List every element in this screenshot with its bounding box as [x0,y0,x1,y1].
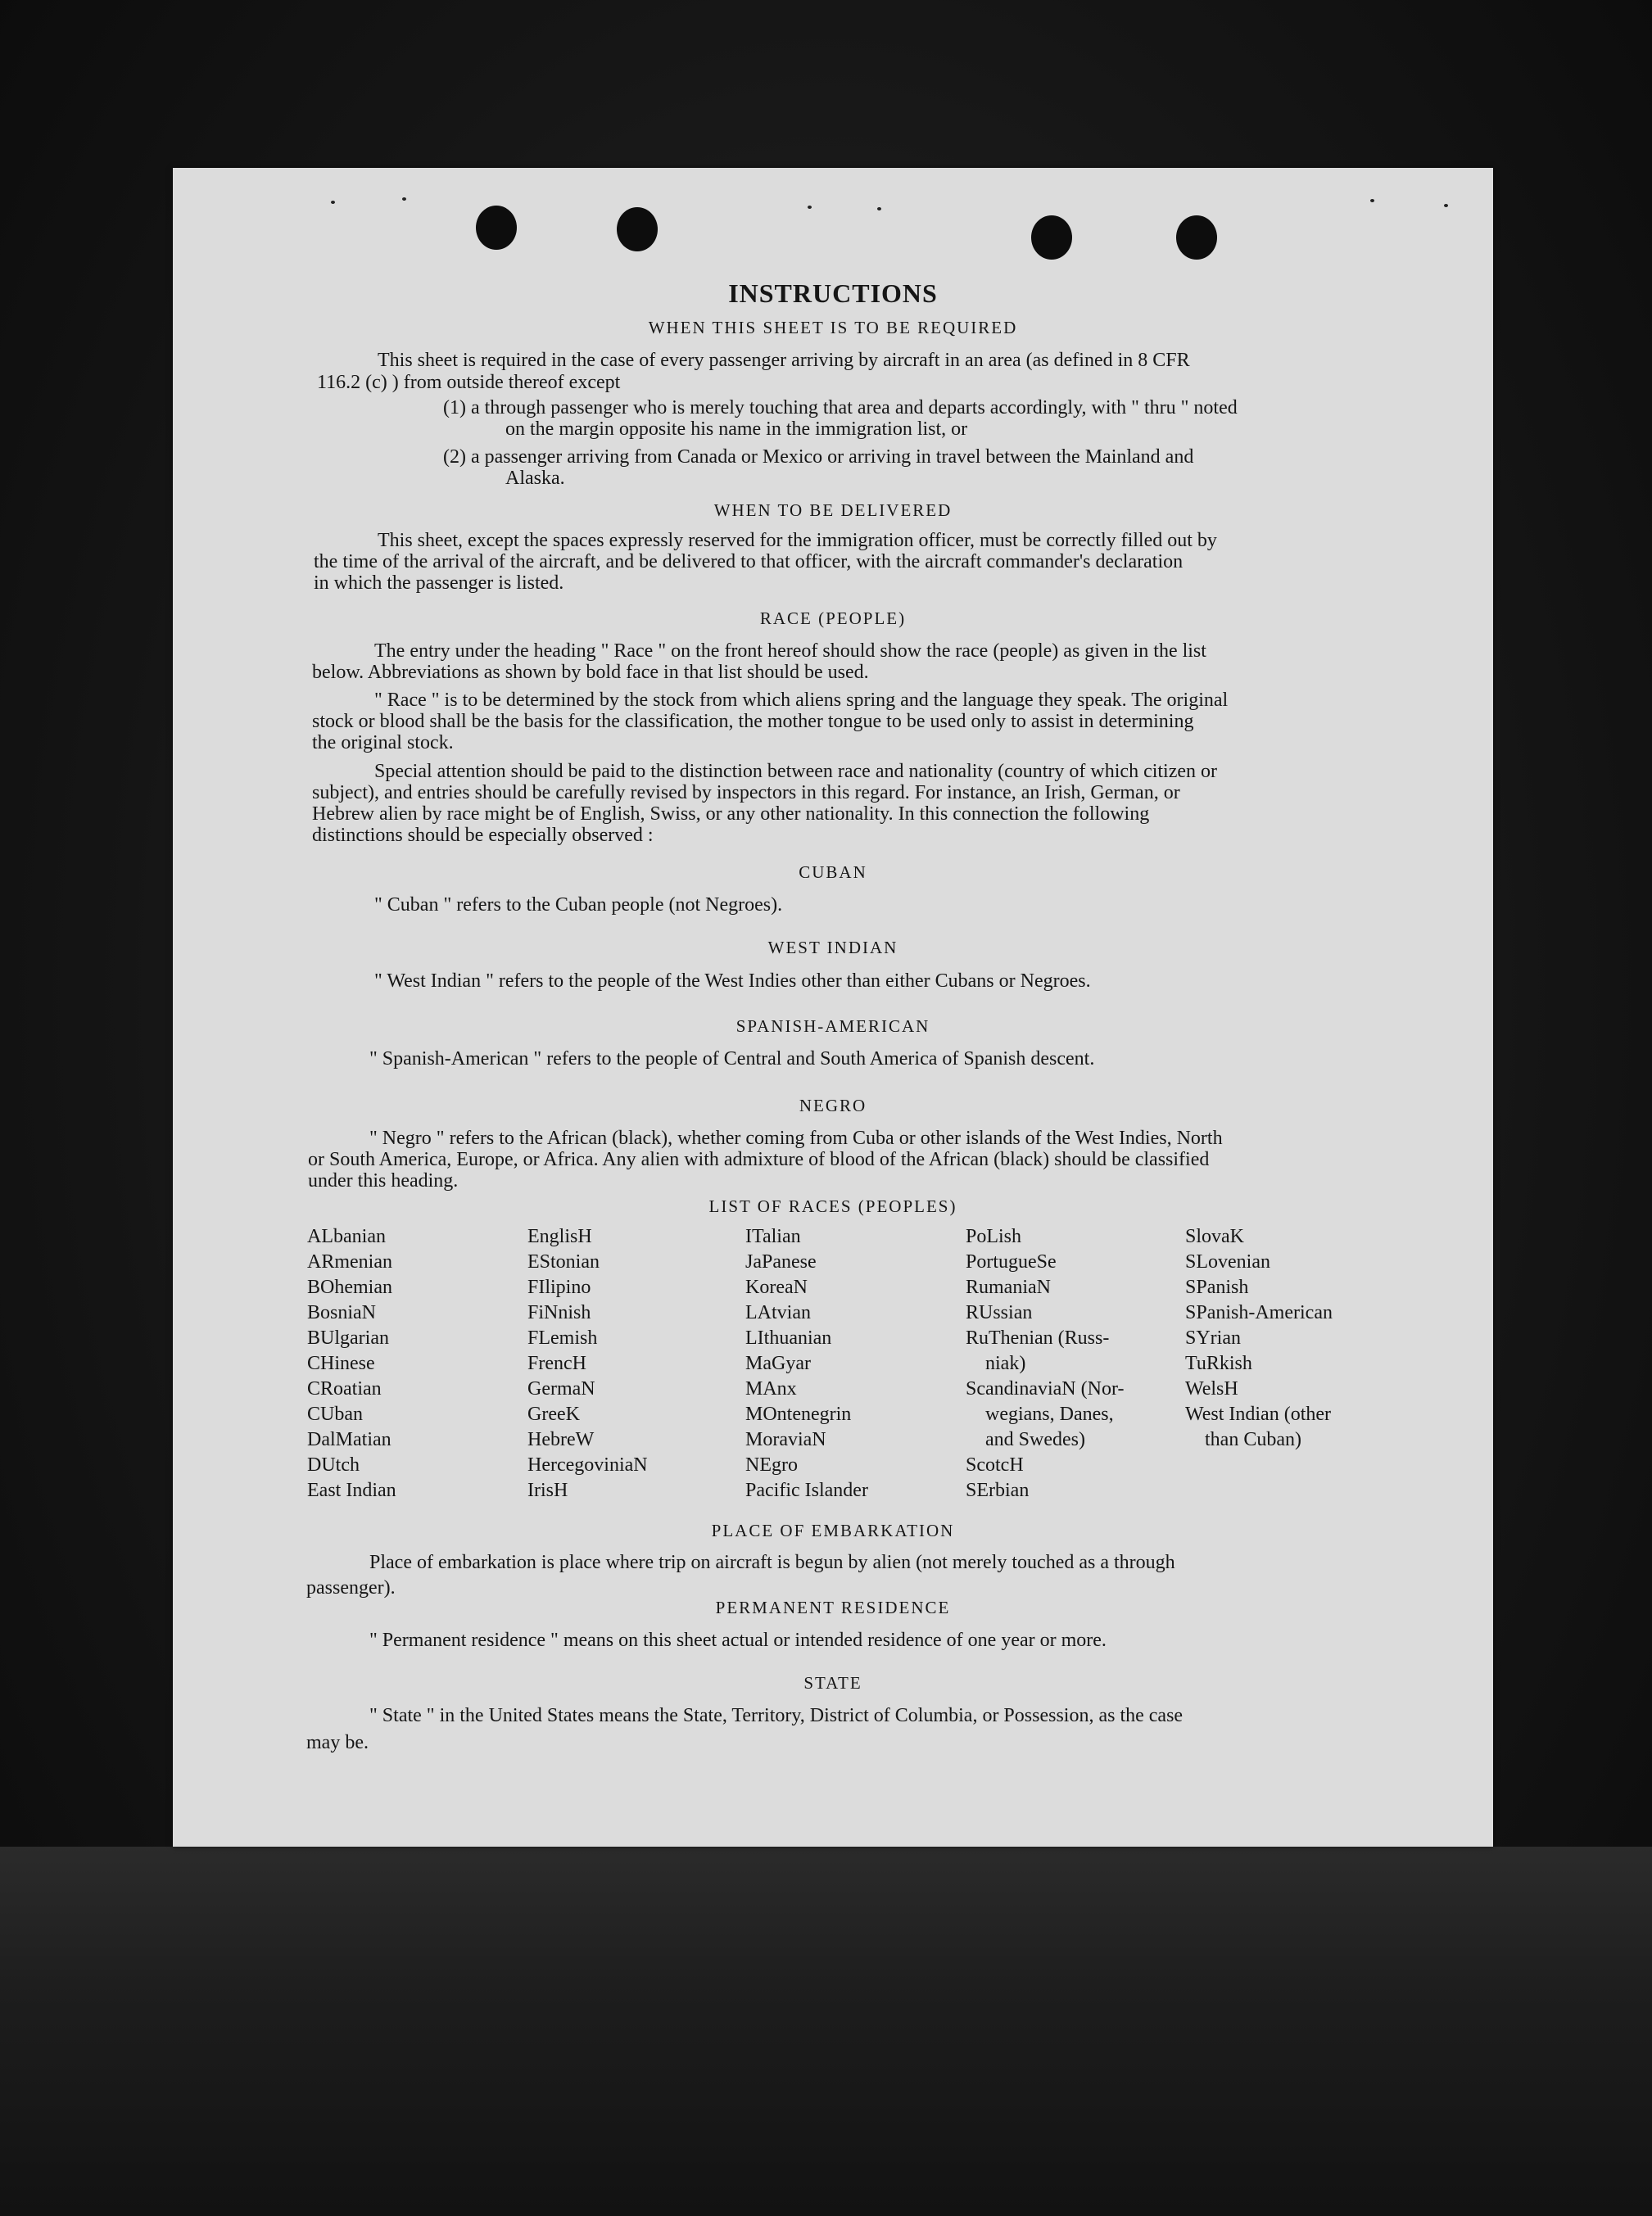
race-entry: KoreaN [745,1277,808,1298]
race-entry: FrencH [527,1353,586,1374]
race-entry: MOntenegrin [745,1404,852,1425]
exception-item: Alaska. [505,468,565,489]
speck [402,197,406,201]
paragraph-line: This sheet is required in the case of every passenger arriving by aircraft in an area (as defined in 8 CFR [378,350,1190,371]
speck [808,206,812,209]
race-entry: SLovenian [1185,1251,1270,1273]
race-entry: EnglisH [527,1226,592,1247]
races-column-4 [966,1224,1124,1504]
race-entry: SPanish [1185,1277,1249,1298]
race-entry-continuation: wegians, Danes, [985,1404,1114,1425]
paragraph-line: The entry under the heading " Race " on the front hereof should show the race (people) as given in the list [374,640,1206,662]
race-entry: FIlipino [527,1277,591,1298]
definition-cuban: " Cuban " refers to the Cuban people (not Negroes). [374,894,783,916]
race-entry: HercegoviniaN [527,1454,648,1476]
race-entry: NEgro [745,1454,798,1476]
race-entry: CRoatian [307,1378,382,1400]
section-heading-when-required: WHEN THIS SHEET IS TO BE REQUIRED [648,318,1018,337]
section-heading-spanish-american: SPANISH-AMERICAN [735,1016,930,1036]
section-heading-race: RACE (PEOPLE) [759,608,907,628]
paragraph-line: or South America, Europe, or Africa. Any alien with admixture of blood of the African (black) should be classified [308,1149,1210,1170]
exception-item: (1) a through passenger who is merely touching that area and departs accordingly, with " thru " noted [443,397,1238,418]
race-entry: WelsH [1185,1378,1238,1400]
race-entry: SPanish-American [1185,1302,1333,1323]
punch-hole [476,206,517,250]
race-entry: SlovaK [1185,1226,1244,1247]
scanner-bed [0,1847,1652,2216]
race-entry-continuation: than Cuban) [1205,1429,1301,1450]
race-entry: MaGyar [745,1353,811,1374]
paragraph-line: passenger). [306,1577,396,1599]
race-entry: GreeK [527,1404,580,1425]
race-entry: RumaniaN [966,1277,1051,1298]
paragraph-line: " Negro " refers to the African (black), whether coming from Cuba or other islands of the West Indies, North [369,1128,1223,1149]
race-entry: ScandinaviaN (Nor- [966,1378,1125,1400]
section-heading-when-delivered: WHEN TO BE DELIVERED [713,500,953,520]
race-entry: DUtch [307,1454,360,1476]
exception-item: (2) a passenger arriving from Canada or Mexico or arriving in travel between the Mainland and [443,446,1194,468]
paragraph-line: below. Abbreviations as shown by bold face in that list should be used. [312,662,869,683]
paragraph-line: This sheet, except the spaces expressly reserved for the immigration officer, must be correctly filled out by [378,530,1217,551]
section-heading-state: STATE [803,1673,862,1693]
race-entry: IrisH [527,1480,568,1501]
race-entry: LAtvian [745,1302,811,1323]
section-heading-negro: NEGRO [799,1096,867,1115]
punch-hole [617,207,658,251]
race-entry: HebreW [527,1429,595,1450]
section-heading-west-indian: WEST INDIAN [767,938,898,957]
race-entry: SYrian [1185,1327,1241,1349]
race-entry: GermaN [527,1378,595,1400]
race-entry: MAnx [745,1378,797,1400]
paragraph-line: Hebrew alien by race might be of English, Swiss, or any other nationality. In this connection the following [312,803,1150,825]
races-column-1 [307,1224,396,1504]
paragraph-line: stock or blood shall be the basis for the classification, the mother tongue to be used only to assist in determining [312,711,1194,732]
race-entry: BOhemian [307,1277,392,1298]
punch-hole [1176,215,1217,260]
definition-spanish-american: " Spanish-American " refers to the people of Central and South America of Spanish descent. [369,1048,1095,1070]
paragraph-line: " Race " is to be determined by the stock from which aliens spring and the language they speak. The original [374,690,1229,711]
paragraph-line: the time of the arrival of the aircraft, and be delivered to that officer, with the aircraft commander's declaration [314,551,1184,572]
race-entry: West Indian (other [1185,1404,1332,1425]
paragraph-line: " State " in the United States means the State, Territory, District of Columbia, or Possession, as the case [369,1705,1184,1726]
race-entry: BUlgarian [307,1327,389,1349]
race-entry: TuRkish [1185,1353,1252,1374]
race-entry: EStonian [527,1251,600,1273]
race-entry: DalMatian [307,1429,392,1450]
paragraph-line: distinctions should be especially observed : [312,825,654,846]
race-entry: ARmenian [307,1251,392,1273]
race-entry: PoLish [966,1226,1022,1247]
race-entry: MoraviaN [745,1429,826,1450]
definition-permanent-residence: " Permanent residence " means on this sheet actual or intended residence of one year or more. [369,1630,1107,1651]
race-entry-continuation: niak) [985,1353,1026,1374]
section-heading-embarkation: PLACE OF EMBARKATION [711,1521,955,1540]
section-heading-cuban: CUBAN [799,862,867,882]
race-entry: ALbanian [307,1226,386,1247]
race-entry: BosniaN [307,1302,376,1323]
paragraph-line: Place of embarkation is place where trip on aircraft is begun by alien (not merely touched as a through [369,1552,1175,1573]
paragraph-line: subject), and entries should be carefully revised by inspectors in this regard. For instance, an Irish, German, or [312,782,1180,803]
race-entry: RuThenian (Russ- [966,1327,1110,1349]
paragraph-line: the original stock. [312,732,454,753]
section-heading-list-of-races: LIST OF RACES (PEOPLES) [708,1196,957,1216]
race-entry: JaPanese [745,1251,817,1273]
page-title: INSTRUCTIONS [728,278,938,308]
instruction-sheet [173,168,1493,1847]
races-column-3 [745,1224,868,1504]
race-entry: ITalian [745,1226,801,1247]
race-entry: RUssian [966,1302,1033,1323]
race-entry: LIthuanian [745,1327,832,1349]
speck [1444,204,1448,207]
race-entry: CUban [307,1404,363,1425]
race-entry: SErbian [966,1480,1030,1501]
races-column-5 [1185,1224,1333,1453]
race-entry: PortugueSe [966,1251,1057,1273]
race-entry-continuation: and Swedes) [985,1429,1085,1450]
race-entry: FLemish [527,1327,598,1349]
paragraph-line: 116.2 (c) ) from outside thereof except [317,372,621,393]
paragraph-line: under this heading. [308,1170,459,1192]
definition-west-indian: " West Indian " refers to the people of the West Indies other than either Cubans or Negroes. [374,970,1091,992]
race-entry: FiNnish [527,1302,591,1323]
section-heading-permanent-residence: PERMANENT RESIDENCE [715,1598,951,1617]
paragraph-line: may be. [306,1732,369,1753]
paragraph-line: in which the passenger is listed. [314,572,564,594]
race-entry: Pacific Islander [745,1480,868,1501]
paragraph-line: Special attention should be paid to the distinction between race and nationality (country of which citizen or [374,761,1218,782]
race-entry: East Indian [307,1480,396,1501]
speck [877,207,881,210]
exception-item: on the margin opposite his name in the immigration list, or [505,418,968,440]
speck [1370,199,1374,202]
punch-hole [1031,215,1072,260]
races-column-2 [527,1224,648,1504]
race-entry: ScotcH [966,1454,1024,1476]
race-entry: CHinese [307,1353,375,1374]
speck [331,201,335,204]
